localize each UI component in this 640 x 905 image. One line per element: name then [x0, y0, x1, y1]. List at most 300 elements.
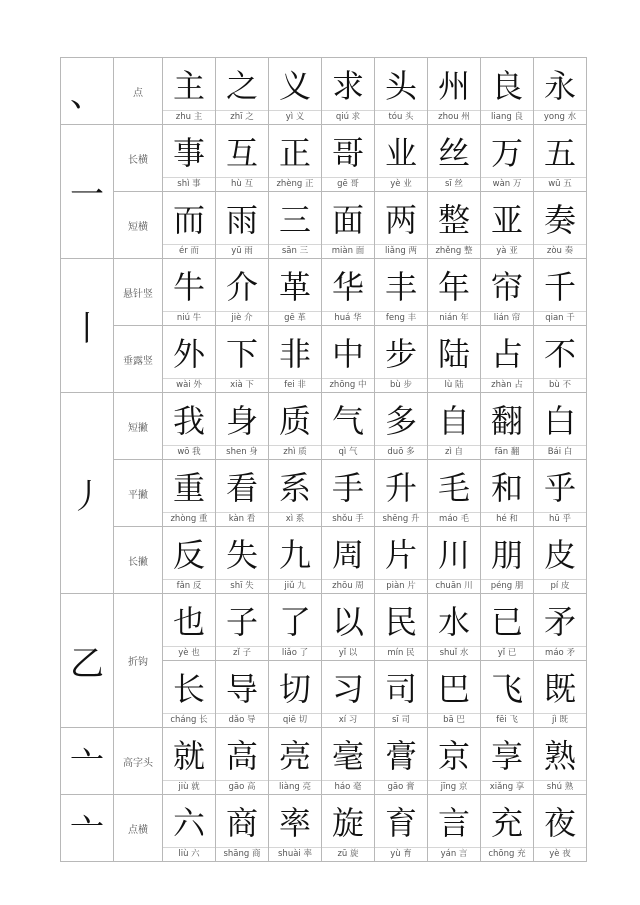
character-cell	[534, 192, 587, 259]
pinyin-label: hù 互	[216, 177, 268, 191]
character-cell	[322, 326, 375, 393]
stroke-subtype-label: 点	[114, 58, 163, 125]
pinyin-label: xí 习	[322, 713, 374, 727]
pinyin-label: fǎn 反	[163, 579, 215, 593]
character-cell	[481, 728, 534, 795]
character-glyph: 丰	[384, 268, 417, 306]
stroke-symbol: 丨	[61, 259, 114, 393]
pinyin-label: qiú 求	[322, 110, 374, 124]
character-cell	[269, 460, 322, 527]
character-glyph: 川	[437, 536, 470, 574]
character-box	[534, 192, 586, 258]
character-glyph: 白	[543, 402, 576, 440]
character-cell	[216, 661, 269, 728]
character-cell	[163, 460, 216, 527]
character-cell	[269, 125, 322, 192]
character-box	[481, 661, 533, 727]
character-box	[163, 393, 215, 459]
character-box	[428, 393, 480, 459]
character-cell	[322, 259, 375, 326]
pinyin-label: mín 民	[375, 646, 427, 660]
pinyin-label: zū 旋	[322, 847, 374, 861]
pinyin-label: yong 水	[534, 110, 586, 124]
character-glyph: 既	[543, 670, 576, 708]
character-glyph: 占	[490, 335, 523, 373]
character-glyph: 毫	[331, 737, 364, 775]
character-cell	[481, 326, 534, 393]
pinyin-label: péng 朋	[481, 579, 533, 593]
character-box	[534, 125, 586, 191]
character-box	[428, 58, 480, 124]
character-box	[481, 795, 533, 861]
character-glyph: 高	[225, 737, 258, 775]
pinyin-label: shī 失	[216, 579, 268, 593]
pinyin-label: wài 外	[163, 378, 215, 392]
character-box	[375, 192, 427, 258]
character-box	[322, 795, 374, 861]
pinyin-label: liù 六	[163, 847, 215, 861]
character-glyph: 正	[278, 134, 311, 172]
stroke-symbol: 乙	[61, 594, 114, 728]
pinyin-label: lù 陆	[428, 378, 480, 392]
character-box	[163, 661, 215, 727]
character-cell	[163, 326, 216, 393]
character-cell	[428, 795, 481, 862]
pinyin-label: máo 毛	[428, 512, 480, 526]
character-cell	[428, 192, 481, 259]
character-cell	[216, 192, 269, 259]
character-glyph: 面	[331, 201, 364, 239]
pinyin-label: niú 牛	[163, 311, 215, 325]
character-cell	[375, 661, 428, 728]
character-glyph: 义	[278, 67, 311, 105]
pinyin-label: shāng 商	[216, 847, 268, 861]
character-box	[269, 326, 321, 392]
stroke-subtype-label: 平撇	[114, 460, 163, 527]
character-box	[375, 594, 427, 660]
character-box	[322, 594, 374, 660]
pinyin-label: yè 夜	[534, 847, 586, 861]
character-glyph: 哥	[331, 134, 364, 172]
character-cell	[269, 58, 322, 125]
character-cell	[428, 661, 481, 728]
pinyin-label: pí 皮	[534, 579, 586, 593]
character-box	[375, 58, 427, 124]
character-glyph: 看	[225, 469, 258, 507]
character-glyph: 乎	[543, 469, 576, 507]
pinyin-label: qì 气	[322, 445, 374, 459]
character-box	[481, 326, 533, 392]
character-box	[163, 259, 215, 325]
character-glyph: 翻	[490, 402, 523, 440]
pinyin-label: liàng 亮	[269, 780, 321, 794]
character-cell	[322, 795, 375, 862]
character-box	[163, 728, 215, 794]
character-glyph: 矛	[543, 603, 576, 641]
character-box	[216, 795, 268, 861]
pinyin-label: hé 和	[481, 512, 533, 526]
pinyin-label: miàn 面	[322, 244, 374, 258]
stroke-subtype-label: 悬针竖	[114, 259, 163, 326]
pinyin-label: jiù 就	[163, 780, 215, 794]
character-glyph: 主	[172, 67, 205, 105]
character-cell	[375, 125, 428, 192]
stroke-subtype-label: 长撇	[114, 527, 163, 594]
pinyin-label: qiē 切	[269, 713, 321, 727]
character-box	[216, 326, 268, 392]
character-glyph: 九	[278, 536, 311, 574]
character-cell	[322, 58, 375, 125]
character-glyph: 两	[384, 201, 417, 239]
pinyin-label: shǒu 手	[322, 512, 374, 526]
character-glyph: 了	[278, 603, 311, 641]
character-box	[375, 527, 427, 593]
character-box	[428, 460, 480, 526]
pinyin-label: shú 熟	[534, 780, 586, 794]
pinyin-label: yà 亚	[481, 244, 533, 258]
character-glyph: 华	[331, 268, 364, 306]
pinyin-label: jì 既	[534, 713, 586, 727]
character-glyph: 朋	[490, 536, 523, 574]
character-cell	[428, 460, 481, 527]
pinyin-label: qian 千	[534, 311, 586, 325]
character-box	[216, 527, 268, 593]
character-box	[428, 661, 480, 727]
character-glyph: 习	[331, 670, 364, 708]
character-box	[163, 192, 215, 258]
pinyin-label: huá 华	[322, 311, 374, 325]
pinyin-label: yì 义	[269, 110, 321, 124]
character-glyph: 周	[331, 536, 364, 574]
character-glyph: 头	[384, 67, 417, 105]
character-box	[216, 192, 268, 258]
character-glyph: 育	[384, 804, 417, 842]
character-box	[428, 728, 480, 794]
character-cell	[375, 527, 428, 594]
pinyin-label: gāo 高	[216, 780, 268, 794]
pinyin-label: yè 也	[163, 646, 215, 660]
stroke-row	[61, 125, 587, 192]
pinyin-label: zhu 主	[163, 110, 215, 124]
character-cell	[375, 393, 428, 460]
character-box	[216, 125, 268, 191]
character-cell	[322, 393, 375, 460]
character-cell	[534, 795, 587, 862]
character-cell	[269, 795, 322, 862]
pinyin-label: zhī 之	[216, 110, 268, 124]
character-cell	[534, 125, 587, 192]
character-glyph: 外	[172, 335, 205, 373]
character-cell	[481, 527, 534, 594]
pinyin-label: zòu 奏	[534, 244, 586, 258]
character-glyph: 子	[225, 603, 258, 641]
pinyin-label: sān 三	[269, 244, 321, 258]
pinyin-label: háo 毫	[322, 780, 374, 794]
character-cell	[481, 661, 534, 728]
pinyin-label: cháng 长	[163, 713, 215, 727]
pinyin-label: zhou 州	[428, 110, 480, 124]
character-glyph: 下	[225, 335, 258, 373]
pinyin-label: liang 良	[481, 110, 533, 124]
character-box	[269, 795, 321, 861]
stroke-subtype-label: 垂露竖	[114, 326, 163, 393]
character-cell	[534, 460, 587, 527]
character-glyph: 中	[331, 335, 364, 373]
pinyin-label: sī 司	[375, 713, 427, 727]
character-box	[481, 125, 533, 191]
character-cell	[163, 728, 216, 795]
character-cell	[534, 527, 587, 594]
character-cell	[375, 326, 428, 393]
character-box	[375, 125, 427, 191]
character-box	[216, 58, 268, 124]
stroke-symbol: 、	[61, 58, 114, 125]
stroke-row	[61, 460, 587, 527]
character-box	[322, 58, 374, 124]
character-glyph: 亚	[490, 201, 523, 239]
pinyin-label: jiǔ 九	[269, 579, 321, 593]
character-glyph: 司	[384, 670, 417, 708]
character-cell	[375, 594, 428, 661]
pinyin-label: gāo 膏	[375, 780, 427, 794]
character-glyph: 牛	[172, 268, 205, 306]
character-box	[534, 661, 586, 727]
pinyin-label: chōng 充	[481, 847, 533, 861]
character-box	[269, 661, 321, 727]
character-cell	[163, 259, 216, 326]
character-cell	[428, 259, 481, 326]
character-box	[322, 527, 374, 593]
character-cell	[322, 192, 375, 259]
character-cell	[216, 58, 269, 125]
character-cell	[216, 527, 269, 594]
character-box	[428, 259, 480, 325]
character-box	[269, 125, 321, 191]
pinyin-label: Bái 白	[534, 445, 586, 459]
character-glyph: 巴	[437, 670, 470, 708]
character-glyph: 熟	[543, 737, 576, 775]
character-glyph: 毛	[437, 469, 470, 507]
pinyin-label: fei 非	[269, 378, 321, 392]
character-cell	[481, 259, 534, 326]
character-glyph: 旋	[331, 804, 364, 842]
pinyin-label: shēng 升	[375, 512, 427, 526]
pinyin-label: fān 翻	[481, 445, 533, 459]
character-box	[375, 326, 427, 392]
character-glyph: 言	[437, 804, 470, 842]
character-cell	[269, 259, 322, 326]
character-cell	[322, 594, 375, 661]
character-glyph: 年	[437, 268, 470, 306]
pinyin-label: shuǐ 水	[428, 646, 480, 660]
character-glyph: 率	[278, 804, 311, 842]
pinyin-label: zhōu 周	[322, 579, 374, 593]
character-glyph: 已	[490, 603, 523, 641]
character-box	[322, 661, 374, 727]
character-glyph: 六	[172, 804, 205, 842]
pinyin-label: gē 革	[269, 311, 321, 325]
character-cell	[375, 460, 428, 527]
character-glyph: 革	[278, 268, 311, 306]
character-box	[322, 125, 374, 191]
pinyin-label: xià 下	[216, 378, 268, 392]
character-cell	[216, 326, 269, 393]
character-box	[428, 192, 480, 258]
character-glyph: 五	[543, 134, 576, 172]
character-glyph: 民	[384, 603, 417, 641]
pinyin-label: lián 帘	[481, 311, 533, 325]
pinyin-label: máo 矛	[534, 646, 586, 660]
character-box	[481, 527, 533, 593]
character-box	[216, 594, 268, 660]
pinyin-label: zhàn 占	[481, 378, 533, 392]
character-box	[375, 661, 427, 727]
character-box	[428, 527, 480, 593]
character-cell	[375, 728, 428, 795]
character-glyph: 水	[437, 603, 470, 641]
stroke-symbol: 亠	[61, 728, 114, 795]
character-glyph: 亮	[278, 737, 311, 775]
character-box	[481, 259, 533, 325]
stroke-row	[61, 795, 587, 862]
character-box	[163, 795, 215, 861]
pinyin-label: zhèng 正	[269, 177, 321, 191]
pinyin-label: bā 巴	[428, 713, 480, 727]
character-box	[375, 795, 427, 861]
character-cell	[269, 393, 322, 460]
character-cell	[375, 259, 428, 326]
pinyin-label: gē 哥	[322, 177, 374, 191]
character-box	[269, 192, 321, 258]
pinyin-label: yè 业	[375, 177, 427, 191]
character-cell	[163, 527, 216, 594]
stroke-subtype-label: 长横	[114, 125, 163, 192]
character-glyph: 州	[437, 67, 470, 105]
stroke-row	[61, 527, 587, 594]
character-box	[481, 393, 533, 459]
character-glyph: 业	[384, 134, 417, 172]
character-cell	[322, 125, 375, 192]
character-box	[269, 594, 321, 660]
pinyin-label: hū 乎	[534, 512, 586, 526]
pinyin-label: zhì 质	[269, 445, 321, 459]
character-glyph: 不	[543, 335, 576, 373]
character-cell	[163, 393, 216, 460]
character-cell	[428, 125, 481, 192]
pinyin-label: liǎng 两	[375, 244, 427, 258]
character-box	[163, 58, 215, 124]
character-glyph: 我	[172, 402, 205, 440]
character-box	[534, 527, 586, 593]
character-glyph: 也	[172, 603, 205, 641]
character-cell	[322, 728, 375, 795]
character-glyph: 和	[490, 469, 523, 507]
stroke-row	[61, 594, 587, 661]
character-glyph: 质	[278, 402, 311, 440]
pinyin-label: duō 多	[375, 445, 427, 459]
character-box	[534, 58, 586, 124]
pinyin-label: wō 我	[163, 445, 215, 459]
character-glyph: 三	[278, 201, 311, 239]
character-cell	[269, 527, 322, 594]
character-glyph: 之	[225, 67, 258, 105]
character-glyph: 升	[384, 469, 417, 507]
character-cell	[481, 125, 534, 192]
character-cell	[375, 795, 428, 862]
character-glyph: 气	[331, 402, 364, 440]
character-box	[163, 527, 215, 593]
character-glyph: 多	[384, 402, 417, 440]
character-box	[428, 594, 480, 660]
character-cell	[481, 393, 534, 460]
character-cell	[269, 728, 322, 795]
character-cell	[428, 393, 481, 460]
character-cell	[428, 594, 481, 661]
character-glyph: 商	[225, 804, 258, 842]
character-glyph: 奏	[543, 201, 576, 239]
character-cell	[163, 192, 216, 259]
character-box	[375, 460, 427, 526]
character-glyph: 以	[331, 603, 364, 641]
character-cell	[375, 58, 428, 125]
character-cell	[163, 661, 216, 728]
character-box	[322, 393, 374, 459]
pinyin-label: yū 雨	[216, 244, 268, 258]
character-box	[269, 259, 321, 325]
character-box	[534, 728, 586, 794]
stroke-subtype-label: 折钩	[114, 594, 163, 728]
stroke-row	[61, 326, 587, 393]
pinyin-label: jīng 京	[428, 780, 480, 794]
character-cell	[534, 393, 587, 460]
character-glyph: 雨	[225, 201, 258, 239]
pinyin-label: zhōng 中	[322, 378, 374, 392]
character-cell	[481, 58, 534, 125]
character-cell	[534, 661, 587, 728]
stroke-subtype-label: 点横	[114, 795, 163, 862]
stroke-subtype-label: 高字头	[114, 728, 163, 795]
character-glyph: 陆	[437, 335, 470, 373]
character-glyph: 介	[225, 268, 258, 306]
stroke-symbol: 丿	[61, 393, 114, 594]
character-box	[481, 460, 533, 526]
character-box	[534, 326, 586, 392]
pinyin-label: piàn 片	[375, 579, 427, 593]
character-box	[481, 728, 533, 794]
pinyin-label: kàn 看	[216, 512, 268, 526]
character-glyph: 系	[278, 469, 311, 507]
character-glyph: 长	[172, 670, 205, 708]
character-glyph: 而	[172, 201, 205, 239]
character-cell	[534, 259, 587, 326]
character-box	[534, 393, 586, 459]
stroke-table-body	[61, 58, 587, 862]
pinyin-label: dǎo 导	[216, 713, 268, 727]
character-cell	[163, 58, 216, 125]
character-box	[534, 795, 586, 861]
character-cell	[216, 125, 269, 192]
character-box	[216, 661, 268, 727]
pinyin-label: sī 丝	[428, 177, 480, 191]
character-box	[216, 728, 268, 794]
character-cell	[163, 125, 216, 192]
character-box	[428, 326, 480, 392]
character-glyph: 丝	[437, 134, 470, 172]
pinyin-label: wàn 万	[481, 177, 533, 191]
pinyin-label: fēi 飞	[481, 713, 533, 727]
character-glyph: 永	[543, 67, 576, 105]
character-box	[481, 192, 533, 258]
